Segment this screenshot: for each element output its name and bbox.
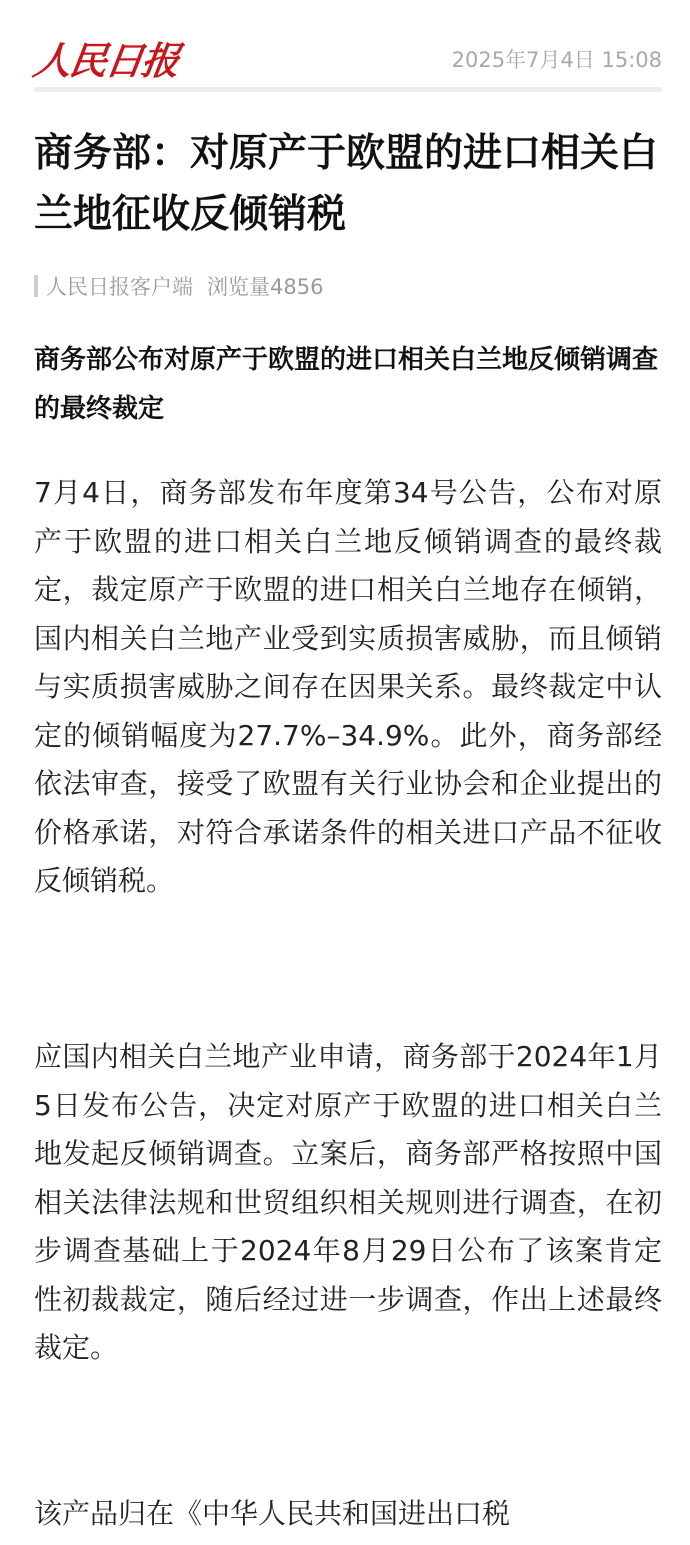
article-meta: [34, 268, 323, 304]
peoples-daily-logo[interactable]: 人民日报: [30, 38, 181, 83]
article-paragraph: 7月4日，商务部发布年度第34号公告，公布对原产于欧盟的进口相关白兰地反倾销调查的最终裁定，裁定原产于欧盟的进口相关白兰地存在倾销，国内相关白兰地产业受到实质损害威胁，而且倾销与实质损害威胁之间存在因果关系。最终裁定中认定的倾销幅度为27.7%–34.9%。此外，商务部经依法审查，接受了欧盟有关行业协会和企业提出的价格承诺，对符合承诺条件的相关进口产品不征收反倾销税。: [34, 476, 662, 897]
meta-accent-bar: [34, 275, 38, 297]
header-divider: [34, 87, 662, 92]
article-subheadline: 商务部公布对原产于欧盟的进口相关白兰地反倾销调查的最终裁定: [34, 345, 659, 424]
article-headline: 商务部：对原产于欧盟的进口相关白兰地征收反倾销税: [34, 131, 659, 237]
article-paragraph: 该产品归在《中华人民共和国进出口税: [34, 1497, 511, 1530]
article-source[interactable]: 人民日报客户端: [46, 275, 193, 299]
masthead: [30, 22, 662, 88]
view-count: 浏览量4856: [207, 275, 324, 299]
article-paragraph: 应国内相关白兰地产业申请，商务部于2024年1月5日发布公告，决定对原产于欧盟的进口相关白兰地发起反倾销调查。立案后，商务部严格按照中国相关法律法规和世贸组织相关规则进行调查，在初步调查基础上于2024年8月29日公布了该案肯定性初裁裁定，随后经过进一步调查，作出上述最终裁定。: [34, 1040, 662, 1364]
publish-datetime: 2025年7月4日 15:08: [451, 48, 662, 72]
